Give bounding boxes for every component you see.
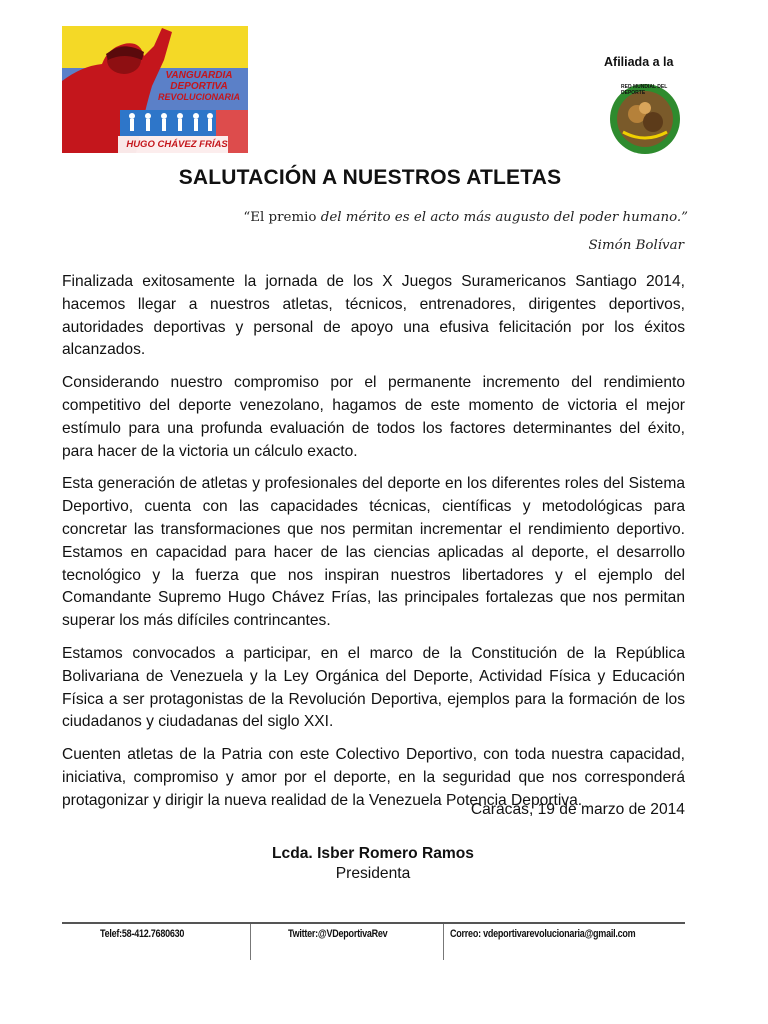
organization-logo (62, 26, 248, 153)
logo-line-3: REVOLUCIONARIA (157, 92, 240, 102)
body-paragraph-2: Considerando nuestro compromiso por el permanente incremento del rendimiento competitivo del deporte venezolano, hagamos de este momento de victoria el mejor estímulo para una profunda evaluación de todos los factores determinantes del éxito, para hacer de la victoria un cálculo exacto. (62, 374, 685, 460)
footer-divider (62, 922, 685, 924)
footer-contact-bar (62, 922, 685, 960)
logo-line-4: HUGO CHÁVEZ FRÍAS (126, 139, 228, 150)
body-paragraph-1: Finalizada exitosamente la jornada de los X Juegos Suramericanos Santiago 2014, hacemos llegar a nuestros atletas, técnicos, entrenadores, dirigentes deportivos, autoridades deportivas y personal de apoyo una efusiva felicitación por los éxitos alcanzados. (62, 273, 685, 359)
epigraph-quote (243, 210, 688, 225)
quote-rest: del mérito es el acto más augusto del poder humano.” (320, 210, 688, 225)
footer-separator (250, 924, 251, 960)
affiliation-label: Afiliada a la (604, 55, 674, 69)
logo-line-1: VANGUARDIA (165, 70, 233, 81)
affiliation-badge (607, 82, 683, 156)
footer-twitter: Twitter:@VDeportivaRev (288, 928, 388, 940)
footer-phone: Telef:58-412.7680630 (100, 928, 185, 940)
place-date: Caracas, 19 de marzo de 2014 (470, 801, 685, 818)
body-paragraph-5: Cuenten atletas de la Patria con este Colectivo Deportivo, con toda nuestra capacidad, iniciativa, compromiso y amor por el deporte, en la seguridad que nos corresponderá protagonizar y dirigir la nueva realidad de la Venezuela Potencia Deportiva. (62, 746, 685, 809)
signer-name: Lcda. Isber Romero Ramos (272, 845, 474, 862)
footer-email: Correo: vdeportivarevolucionaria@gmail.com (450, 928, 636, 940)
logo-line-2: DEPORTIVA (170, 81, 228, 92)
body-paragraph-3: Esta generación de atletas y profesionales del deporte en los diferentes roles del Sistema Deportivo, cuenta con las capacidades técnicas, científicas y metodológicas para concretar las transformaciones que nos permitan incrementar el rendimiento deportivo. Estamos en capacidad para hacer de las ciencias aplicadas al deporte, el desarrollo tecnológico y la fuerza que nos inspiran nuestros libertadores y el ejemplo del Comandante Supremo Hugo Chávez Frías, las principales fortalezas que nos permitan superar los más difíciles contrincantes. (62, 475, 685, 630)
quote-plain-word: premio (268, 210, 317, 225)
footer-separator (443, 924, 444, 960)
quote-author: Simón Bolívar (588, 238, 684, 253)
document-title: SALUTACIÓN A NUESTROS ATLETAS (178, 166, 562, 189)
body-paragraph-4: Estamos convocados a participar, en el marco de la Constitución de la República Bolivariana de Venezuela y la Ley Orgánica del Deporte, Actividad Física y Educación Física a ser protagonistas de la Revolución Deportiva, ejemplos para la formación de los ciudadanos y ciudadanas del siglo XXI. (62, 644, 685, 731)
badge-text: RED MUNDIAL DEL DEPORTE (621, 84, 668, 96)
letter-body (62, 271, 685, 823)
signer-role: Presidenta (335, 865, 411, 882)
quote-open: “El (243, 210, 265, 225)
